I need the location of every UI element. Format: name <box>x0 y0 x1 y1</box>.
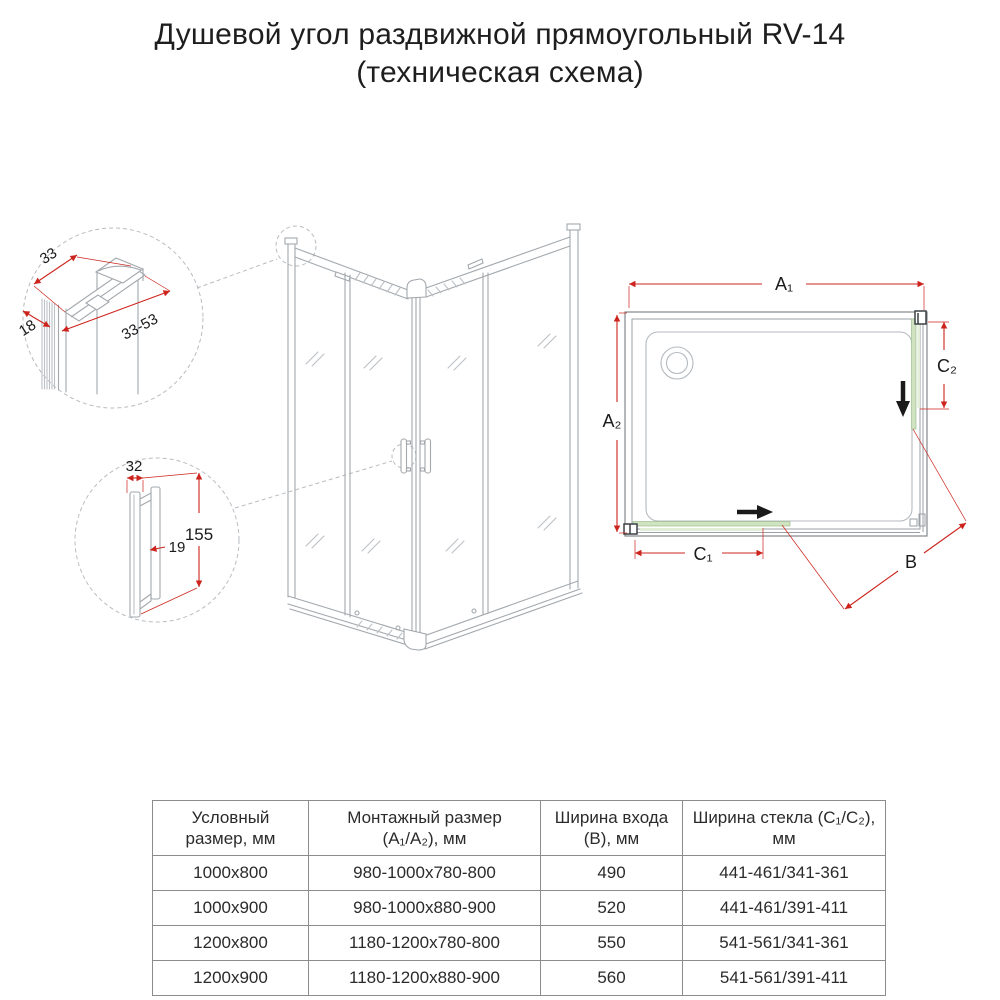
col-header-nominal-size: Условный размер, мм <box>153 801 309 856</box>
dim-155-label: 155 <box>184 525 214 544</box>
callout-leaders <box>197 226 416 508</box>
right-arrow <box>757 505 773 519</box>
right-glass-panel <box>912 319 917 429</box>
cell-nominal-size: 1200x900 <box>153 961 309 996</box>
size-table <box>152 800 886 996</box>
page-title-line1: Душевой угол раздвижной прямоугольный RV-14 <box>154 18 846 51</box>
left-door-handle <box>401 439 407 473</box>
corner-profile-marker-circle <box>276 226 316 266</box>
col-header-glass-width: Ширина стекла (C₁/C₂), мм <box>683 801 886 856</box>
cell-mounting-size: 980-1000x780-800 <box>309 856 541 891</box>
table-row <box>153 926 886 961</box>
cell-glass-width: 541-561/341-361 <box>683 926 886 961</box>
table-row <box>153 961 886 996</box>
vertical-posts <box>285 224 580 598</box>
cell-nominal-size: 1000x800 <box>153 856 309 891</box>
cell-nominal-size: 1200x800 <box>153 926 309 961</box>
top-rails <box>295 237 570 299</box>
cell-entry-width: 520 <box>541 891 683 926</box>
cell-mounting-size: 1180-1200x880-900 <box>309 961 541 996</box>
right-door-handle <box>425 439 431 473</box>
cell-entry-width: 550 <box>541 926 683 961</box>
shower-tray <box>646 332 912 521</box>
down-arrow <box>896 401 910 417</box>
col-header-entry-width: Ширина входа (B), мм <box>541 801 683 856</box>
wall-profile-top-right <box>915 311 926 324</box>
dim-18-label: 18 <box>15 316 40 340</box>
cell-entry-width: 560 <box>541 961 683 996</box>
col-header-mounting-size: Монтажный размер (A₁/A₂), мм <box>309 801 541 856</box>
plan-view <box>603 274 967 609</box>
dim-33-label: 33 <box>36 244 61 268</box>
cell-glass-width: 441-461/391-411 <box>683 891 886 926</box>
dim-c2-label: C₂ <box>937 356 957 376</box>
dim-32-label: 32 <box>125 458 143 475</box>
handle-sketch <box>130 487 160 617</box>
dim-a1-label: A₁ <box>774 274 794 294</box>
dim-a2-label: A₂ <box>602 411 622 431</box>
plan-inner-wall <box>632 319 920 529</box>
slide-direction-arrows <box>737 381 910 519</box>
drain-inner-circle <box>667 353 688 374</box>
plan-outer-wall <box>625 312 927 536</box>
dim-b-label: B <box>904 552 918 572</box>
page-title-line2: (техническая схема) <box>356 56 644 89</box>
dim-19-label: 19 <box>168 539 186 556</box>
dim-c1-label: C₁ <box>693 544 713 564</box>
dim-33-53-label: 33-53 <box>118 310 161 344</box>
wall-profile-sketch <box>65 258 145 321</box>
cell-mounting-size: 1180-1200x780-800 <box>309 926 541 961</box>
bottom-glass-panel <box>633 522 790 527</box>
handle-detail-callout <box>75 458 239 622</box>
table-row <box>153 891 886 926</box>
base-rails <box>288 581 582 650</box>
corner-post <box>407 279 426 638</box>
enclosure-3d-view <box>285 224 582 650</box>
table-row <box>153 856 886 891</box>
size-table-header <box>153 801 886 856</box>
cell-glass-width: 441-461/341-361 <box>683 856 886 891</box>
cell-nominal-size: 1000x900 <box>153 891 309 926</box>
cell-glass-width: 541-561/391-411 <box>683 961 886 996</box>
cell-mounting-size: 980-1000x880-900 <box>309 891 541 926</box>
profile-detail-callout <box>16 228 203 408</box>
drain-outer-circle <box>661 347 693 379</box>
cell-entry-width: 490 <box>541 856 683 891</box>
